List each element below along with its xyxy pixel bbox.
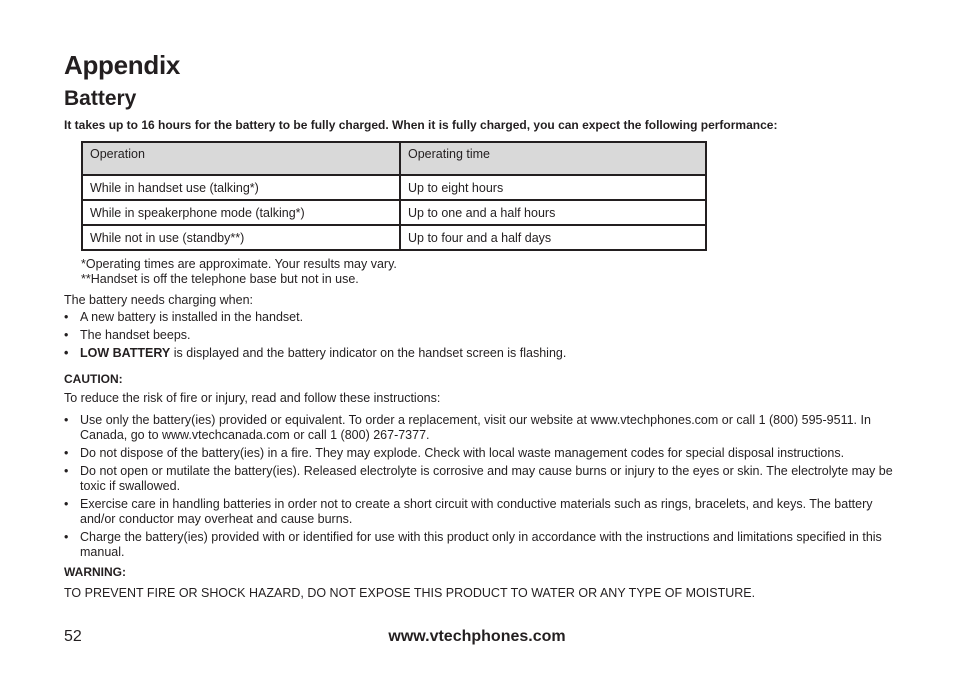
list-item	[64, 346, 898, 361]
bullet-icon: •	[64, 413, 69, 427]
list-item	[64, 464, 898, 494]
footer-url: www.vtechphones.com	[388, 628, 566, 645]
list-item-text: Charge the battery(ies) provided with or identified for use with this product only in accordance with the instructions and limitations specified in this manual.	[80, 530, 882, 559]
table-cell: While not in use (standby**)	[82, 225, 400, 250]
list-item	[64, 497, 898, 527]
list-item	[64, 328, 898, 343]
list-item	[64, 310, 898, 325]
bullet-icon: •	[64, 497, 69, 511]
charging-lead: The battery needs charging when:	[64, 293, 254, 307]
table-cell: Up to one and a half hours	[400, 200, 706, 225]
performance-table	[81, 141, 707, 251]
caution-title: CAUTION:	[64, 372, 123, 386]
warning-title: WARNING:	[64, 565, 126, 579]
table-header-cell: Operation	[82, 142, 400, 175]
table-cell: While in speakerphone mode (talking*)	[82, 200, 400, 225]
list-item-text: A new battery is installed in the handset.	[80, 310, 304, 324]
caution-lead: To reduce the risk of fire or injury, read and follow these instructions:	[64, 391, 441, 405]
bullet-icon: •	[64, 310, 69, 324]
table-cell: Up to eight hours	[400, 175, 706, 200]
list-item	[64, 530, 898, 560]
table-header-cell: Operating time	[400, 142, 706, 175]
table-row	[82, 225, 706, 250]
table-cell: While in handset use (talking*)	[82, 175, 400, 200]
table-header-row	[82, 142, 706, 175]
table-cell: Up to four and a half days	[400, 225, 706, 250]
list-item-text: Exercise care in handling batteries in order not to create a short circuit with conductive materials such as rings, bracelets, and keys. The battery and/or conductor may overheat and cause burns.	[80, 497, 873, 526]
list-item	[64, 413, 898, 443]
bullet-icon: •	[64, 446, 69, 460]
list-item-text: Use only the battery(ies) provided or equivalent. To order a replacement, visit our website at www.vtechphones.com or call 1 (800) 595-9511. In Canada, go to www.vtechcanada.com or call 1 (800) 267-7377.	[80, 413, 871, 442]
table-row	[82, 200, 706, 225]
page-heading: Appendix	[64, 50, 181, 80]
list-item-text: Do not dispose of the battery(ies) in a fire. They may explode. Check with local waste management codes for special disposal instructions.	[80, 446, 845, 460]
footnote: *Operating times are approximate. Your results may vary.	[81, 257, 397, 271]
list-item-text: is displayed and the battery indicator on the handset screen is flashing.	[170, 346, 567, 360]
intro-text: It takes up to 16 hours for the battery to be fully charged. When it is fully charged, you can expect the following performance:	[64, 118, 778, 132]
bullet-icon: •	[64, 328, 69, 342]
low-battery-label: LOW BATTERY	[80, 346, 171, 360]
charging-list	[64, 310, 898, 364]
list-item	[64, 446, 898, 461]
table-footnotes	[81, 257, 397, 287]
bullet-icon: •	[64, 346, 69, 360]
bullet-icon: •	[64, 464, 69, 478]
table-row	[82, 175, 706, 200]
caution-list	[64, 413, 898, 563]
bullet-icon: •	[64, 530, 69, 544]
page-number: 52	[64, 628, 82, 645]
footnote: **Handset is off the telephone base but not in use.	[81, 272, 359, 286]
list-item-text: The handset beeps.	[80, 328, 191, 342]
warning-text: TO PREVENT FIRE OR SHOCK HAZARD, DO NOT EXPOSE THIS PRODUCT TO WATER OR ANY TYPE OF MOISTURE.	[64, 586, 756, 600]
section-heading: Battery	[64, 87, 137, 110]
list-item-text: Do not open or mutilate the battery(ies). Released electrolyte is corrosive and may cause burns or injury to the eyes or skin. The electrolyte may be toxic if swallowed.	[80, 464, 893, 493]
